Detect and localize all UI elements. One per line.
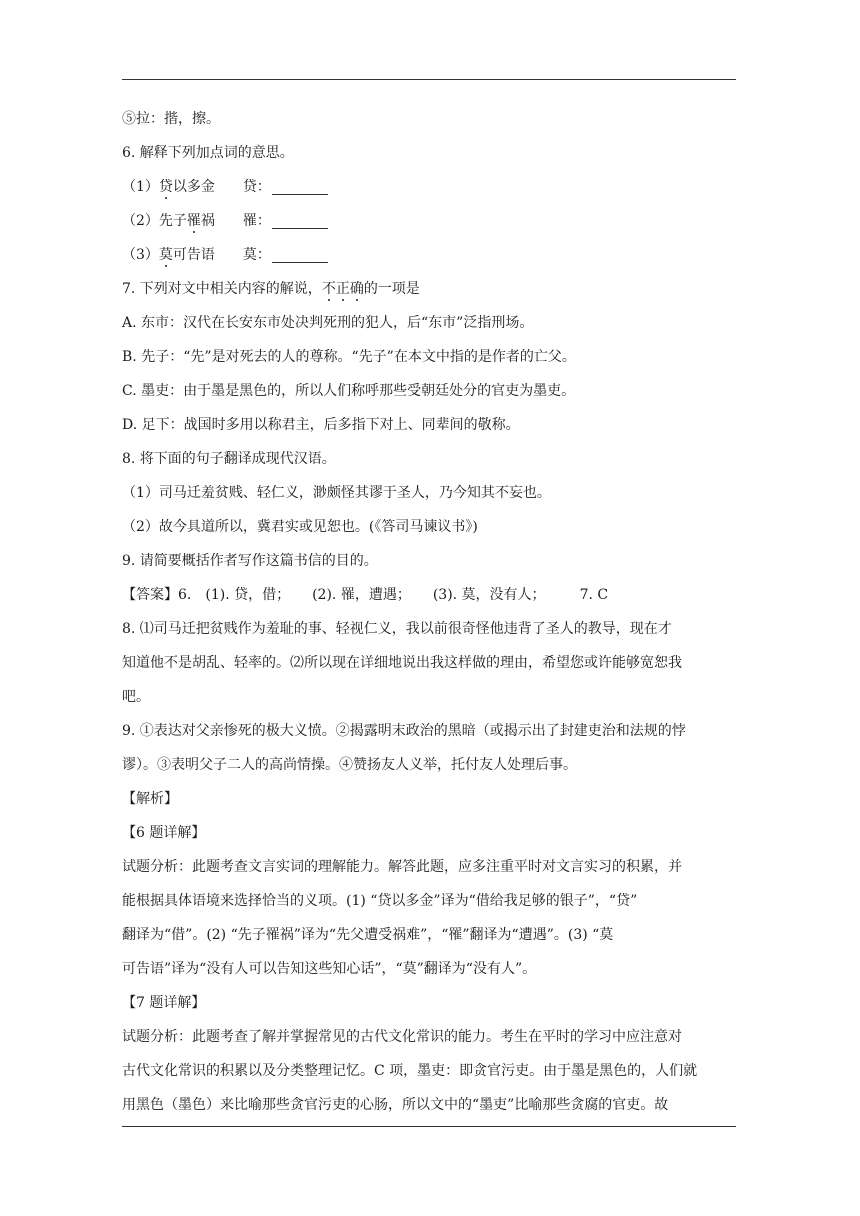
answer-9-line-1: 9. ①表达对父亲惨死的极大义愤。②揭露明末政治的黑暗（或揭示出了封建吏治和法规的悖 xyxy=(122,723,686,739)
answer-line xyxy=(122,578,740,612)
dotted-word: 确 xyxy=(349,281,364,297)
answer-6-2: (2). 罹，遭遇； xyxy=(312,587,411,603)
answer-label: 罹： xyxy=(242,213,271,229)
answer-8-line-3: 吧。 xyxy=(122,689,150,705)
answer-6-3: (3). 莫，没有人； xyxy=(432,587,546,603)
option-c: C. 墨吏：由于墨是黑色的，所以人们称呼那些受朝廷处分的官吏为墨吏。 xyxy=(122,383,576,399)
question-6-item-2 xyxy=(122,204,740,238)
option-b: B. 先子：“先”是对死去的人的尊称。“先子”在本文中指的是作者的亡父。 xyxy=(122,349,576,365)
question-8-stem: 8. 将下面的句子翻译成现代汉语。 xyxy=(122,451,336,467)
note-5: ⑤拉：揩，擦。 xyxy=(122,111,220,127)
analysis-label: 【解析】 xyxy=(122,791,178,807)
question-6-stem: 6. 解释下列加点词的意思。 xyxy=(122,145,294,161)
detail-6-title: 【6 题详解】 xyxy=(122,825,206,841)
detail-6-line-3: 翻译为“借”。(2) “先子罹祸”译为“先父遭受祸难”，“罹”翻译为“遭遇”。(3) “莫 xyxy=(122,927,614,943)
item-number: （3） xyxy=(122,247,159,263)
answer-label: 【答案】6. xyxy=(122,587,192,603)
detail-6-line-4: 可告语”译为“没有人可以告知这些知心话”，“莫”翻译为“没有人”。 xyxy=(122,961,537,977)
dotted-word: 不 xyxy=(321,281,336,297)
answer-8-line-2: 知道他不是胡乱、轻率的。⑵所以现在详细地说出我这样做的理由，希望您或许能够宽恕我 xyxy=(122,655,682,671)
item-text-post: 祸 xyxy=(200,213,215,229)
item-number: （2） xyxy=(122,213,159,229)
dotted-word: 罹 xyxy=(186,213,201,229)
detail-7-line-2: 古代文化常识的积累以及分类整理记忆。C 项，墨吏：即贪官污吏。由于墨是黑色的，人们就 xyxy=(122,1063,698,1079)
item-text-pre: 先子 xyxy=(158,213,187,229)
answer-8-line-1: 8. ⑴司马迁把贫贱作为羞耻的事、轻视仁义，我以前很奇怪他违背了圣人的教导，现在才 xyxy=(122,621,672,637)
question-6-item-1 xyxy=(122,170,740,204)
option-a: A. 东市：汉代在长安东市处决判死刑的犯人，后“东市”泛指刑场。 xyxy=(122,315,534,331)
question-9-stem: 9. 请简要概括作者写作这篇书信的目的。 xyxy=(122,553,378,569)
dotted-word: 正 xyxy=(335,281,350,297)
answer-7: 7. C xyxy=(579,587,609,603)
stem-text: 的一项是 xyxy=(363,281,420,297)
answer-6-1: (1). 贷，借； xyxy=(205,587,291,603)
detail-7-line-3: 用黑色（墨色）来比喻那些贪官污吏的心肠，所以文中的“墨吏”比喻那些贪腐的官吏。故 xyxy=(122,1097,669,1113)
detail-7-title: 【7 题详解】 xyxy=(122,995,206,1011)
answer-9-line-2: 谬）。③表明父子二人的高尚情操。④赞扬友人义举，托付友人处理后事。 xyxy=(122,757,577,773)
header-rule xyxy=(122,79,736,80)
dotted-word: 莫 xyxy=(158,247,173,263)
answer-blank xyxy=(272,248,328,263)
item-text-post: 可告语 xyxy=(172,247,215,263)
document-body xyxy=(122,102,740,1122)
dotted-word: 贷 xyxy=(158,179,173,195)
detail-7-line-1: 试题分析：此题考查了解并掌握常见的古代文化常识的能力。考生在平时的学习中应注意对 xyxy=(122,1029,682,1045)
detail-6-line-1: 试题分析：此题考查文言实词的理解能力。解答此题，应多注重平时对文言实习的积累，并 xyxy=(122,859,682,875)
answer-label: 贷： xyxy=(242,179,271,195)
option-d: D. 足下：战国时多用以称君主，后多指下对上、同辈间的敬称。 xyxy=(122,417,520,433)
answer-label: 莫： xyxy=(242,247,271,263)
detail-6-line-2: 能根据具体语境来选择恰当的义项。(1) “贷以多金”译为“借给我足够的银子”，“贷” xyxy=(122,893,638,909)
item-number: （1） xyxy=(122,179,159,195)
question-6-item-3 xyxy=(122,238,740,272)
stem-text: 7. 下列对文中相关内容的解说， xyxy=(122,281,322,297)
question-8-item-2: （2）故今具道所以，冀君实或见恕也。(《答司马谏议书》) xyxy=(122,519,478,535)
item-text-post: 以多金 xyxy=(172,179,215,195)
footer-rule xyxy=(122,1126,736,1127)
answer-blank xyxy=(272,180,328,195)
answer-blank xyxy=(272,214,328,229)
question-7-stem xyxy=(122,272,740,306)
question-8-item-1: （1）司马迁羞贫贱、轻仁义，渺颇怪其谬于圣人，乃今知其不妄也。 xyxy=(122,485,551,501)
